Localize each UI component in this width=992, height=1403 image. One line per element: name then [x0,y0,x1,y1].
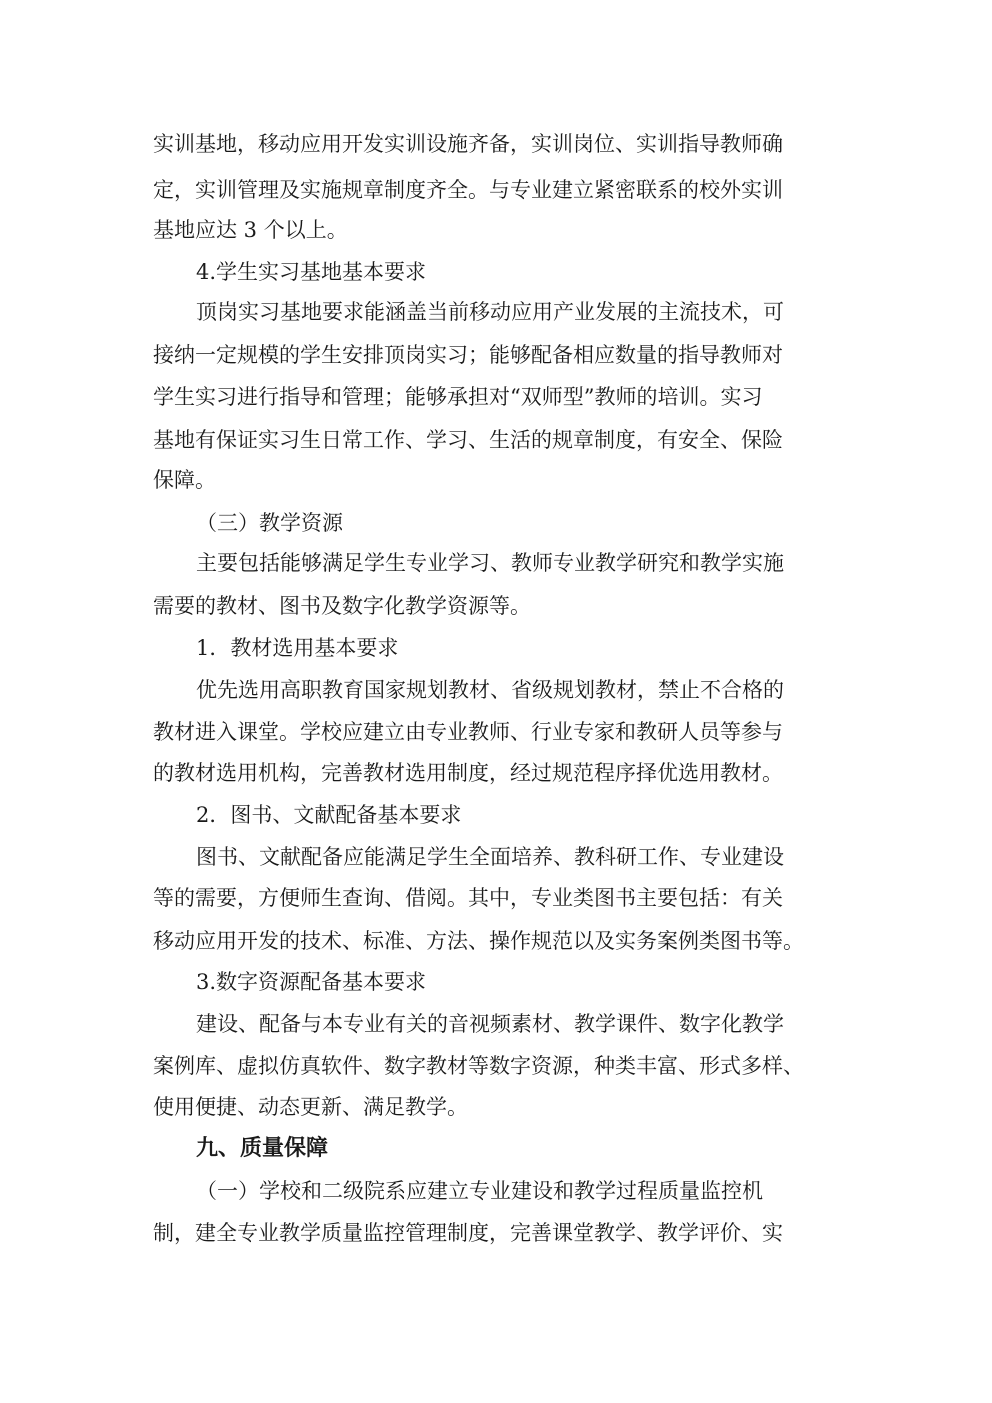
paragraph-line: 主要包括能够满足学生专业学习、教师专业教学研究和教学实施 [196,551,784,575]
paragraph-line: 基地有保证实习生日常工作、学习、生活的规章制度，有安全、保险 [153,428,783,452]
paragraph-line: 定，实训管理及实施规章制度齐全。与专业建立紧密联系的校外实训 [153,178,783,202]
section-heading: （三）教学资源 [196,511,343,535]
paragraph-line: 优先选用高职教育国家规划教材、省级规划教材，禁止不合格的 [196,678,784,702]
paragraph-line: 制，建全专业教学质量监控管理制度，完善课堂教学、教学评价、实 [153,1221,783,1245]
paragraph-line: 基地应达 3 个以上。 [153,218,348,242]
paragraph-line: 接纳一定规模的学生安排顶岗实习；能够配备相应数量的指导教师对 [153,343,783,367]
subsection-heading: 1．教材选用基本要求 [196,636,399,660]
paragraph-line: 顶岗实习基地要求能涵盖当前移动应用产业发展的主流技术，可 [196,300,784,324]
paragraph-line: 建设、配备与本专业有关的音视频素材、教学课件、数字化教学 [196,1012,784,1036]
paragraph-line: 等的需要，方便师生查询、借阅。其中，专业类图书主要包括：有关 [153,886,783,910]
paragraph-line: 的教材选用机构，完善教材选用制度，经过规范程序择优选用教材。 [153,761,783,785]
subsection-heading: 2．图书、文献配备基本要求 [196,803,462,827]
paragraph-line: 案例库、虚拟仿真软件、数字教材等数字资源，种类丰富、形式多样、 [153,1054,804,1078]
paragraph-line: 教材进入课堂。学校应建立由专业教师、行业专家和教研人员等参与 [153,720,783,744]
paragraph-line: 实训基地，移动应用开发实训设施齐备，实训岗位、实训指导教师确 [153,132,783,156]
chapter-heading: 九、质量保障 [196,1136,329,1161]
paragraph-line: 使用便捷、动态更新、满足教学。 [153,1095,468,1119]
paragraph-line: 学生实习进行指导和管理；能够承担对“双师型”教师的培训。实习 [153,385,763,409]
paragraph-line: 图书、文献配备应能满足学生全面培养、教科研工作、专业建设 [196,845,784,869]
paragraph-line: 移动应用开发的技术、标准、方法、操作规范以及实务案例类图书等。 [153,929,804,953]
paragraph-line: （一）学校和二级院系应建立专业建设和教学过程质量监控机 [196,1179,763,1203]
paragraph-line: 需要的教材、图书及数字化教学资源等。 [153,594,531,618]
paragraph-line: 保障。 [153,468,216,492]
subsection-heading: 3.数字资源配备基本要求 [196,970,427,994]
subsection-heading: 4.学生实习基地基本要求 [196,260,427,284]
